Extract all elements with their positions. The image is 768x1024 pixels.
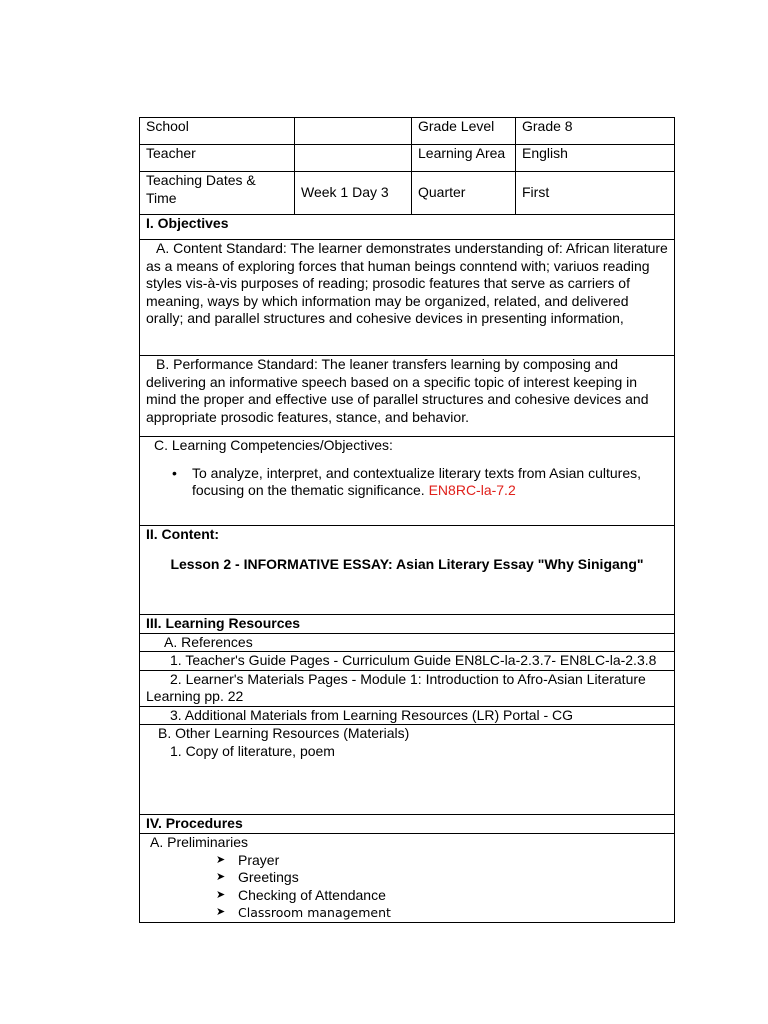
list-item — [216, 904, 668, 922]
item-attendance: Checking of Attendance — [238, 886, 386, 903]
performance-standard: B. Performance Standard: The leaner transfers learning by composing and delivering an informative speech based on a specific topic of interest keeping in mind the proper and effective use of parallel structures and cohesive devices and appropriate prosodic features, stance, and behavior. — [140, 356, 675, 437]
competency-list — [146, 465, 668, 500]
row-ref3 — [140, 706, 675, 725]
resources-title: III. Learning Resources — [140, 615, 675, 634]
dates-value: Week 1 Day 3 — [295, 172, 412, 215]
objectives-title: I. Objectives — [140, 215, 675, 240]
procedures-title: IV. Procedures — [140, 815, 675, 834]
list-item — [216, 869, 668, 887]
competency-code: EN8RC-la-7.2 — [428, 482, 516, 498]
learning-area-label: Learning Area — [412, 145, 516, 172]
row-teacher — [140, 145, 675, 172]
learning-area-value: English — [516, 145, 675, 172]
lesson-title: Lesson 2 - INFORMATIVE ESSAY: Asian Literary Essay "Why Sinigang" — [170, 555, 644, 572]
content-title: II. Content: — [146, 526, 220, 542]
row-ref1 — [140, 652, 675, 671]
row-other-resources — [140, 725, 675, 815]
other-resources-label: B. Other Learning Resources (Materials) — [158, 725, 410, 741]
ref1: 1. Teacher's Guide Pages - Curriculum Guide EN8LC-la-2.3.7- EN8LC-la-2.3.8 — [140, 652, 675, 671]
row-competencies — [140, 437, 675, 526]
row-ref2 — [140, 670, 675, 706]
competency-text: To analyze, interpret, and contextualize literary texts from Asian cultures, focusing on the thematic significance. — [192, 464, 641, 498]
content-standard: A. Content Standard: The learner demonstrates understanding of: African literature as a means of exploring forces that human beings conntend with; variuos reading styles vis-à-vis purposes of reading; prosodic features that serve as carriers of meaning, ways by which information may be organized, related, and delivered orally; and parallel structures and cohesive devices in presenting information, — [140, 240, 675, 356]
other-resource-1: 1. Copy of literature, poem — [170, 742, 335, 759]
row-content — [140, 526, 675, 615]
arrow-icon: ➤ — [216, 888, 226, 901]
item-classroom-management: Classroom management — [238, 905, 391, 920]
arrow-icon: ➤ — [216, 871, 226, 883]
item-prayer: Prayer — [238, 851, 280, 868]
bullet-icon: • — [172, 464, 177, 481]
grade-level-value: Grade 8 — [516, 118, 675, 145]
lesson-plan — [139, 117, 674, 923]
row-references — [140, 633, 675, 652]
grade-level-label: Grade Level — [412, 118, 516, 145]
school-value — [295, 118, 412, 145]
teacher-value — [295, 145, 412, 172]
preliminaries-label: A. Preliminaries — [150, 834, 249, 850]
references-label: A. References — [140, 633, 675, 652]
row-performance-standard — [140, 356, 675, 437]
ref3: 3. Additional Materials from Learning Resources (LR) Portal - CG — [140, 706, 675, 725]
list-item — [216, 887, 668, 905]
row-objectives-title — [140, 215, 675, 240]
list-item — [216, 852, 668, 870]
arrow-icon: ➤ — [216, 853, 226, 866]
item-greetings: Greetings — [238, 869, 299, 885]
competencies-label: C. Learning Competencies/Objectives: — [154, 437, 393, 453]
lesson-plan-table — [139, 117, 675, 923]
row-resources-title — [140, 615, 675, 634]
ref2: 2. Learner's Materials Pages - Module 1: Introduction to Afro-Asian Literature Learning pp. 22 — [140, 670, 675, 706]
school-label: School — [140, 118, 295, 145]
row-content-standard — [140, 240, 675, 356]
quarter-value: First — [516, 172, 675, 215]
dates-label: Teaching Dates & Time — [140, 172, 295, 215]
teacher-label: Teacher — [140, 145, 295, 172]
row-school — [140, 118, 675, 145]
preliminaries-list — [146, 852, 668, 922]
quarter-label: Quarter — [412, 172, 516, 215]
competency-item — [172, 464, 668, 500]
row-dates — [140, 172, 675, 215]
arrow-icon: ➤ — [216, 906, 226, 918]
row-procedures-title — [140, 815, 675, 834]
row-preliminaries — [140, 834, 675, 923]
